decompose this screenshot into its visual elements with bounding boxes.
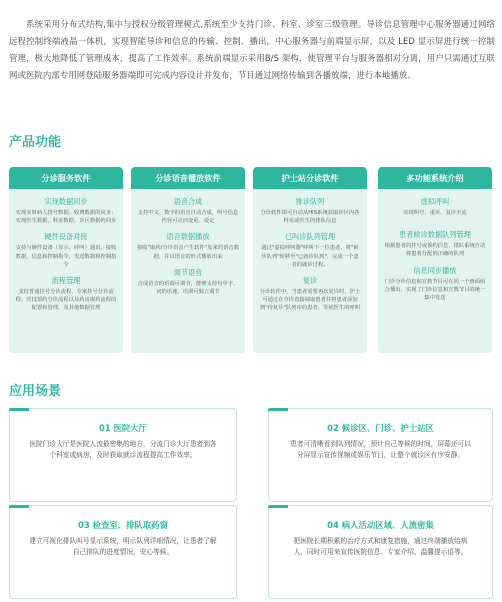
feature-item xyxy=(15,231,117,269)
feature-item-desc: 实现叫号、重诊、复诊全流 xyxy=(403,210,467,216)
feature-item-title: 语音数据播放 xyxy=(166,232,210,242)
feature-item-title: 已叫诊队列管理 xyxy=(284,232,336,242)
feature-item-title: 患者候诊数据队列管理 xyxy=(399,230,471,240)
scene-desc: 建立可视化排队叫号显示系统，明示队列详细情况，让患者了解自己排队的进度情况，安心等候。 xyxy=(29,537,217,557)
feature-item xyxy=(384,196,486,217)
feature-item-desc: 合成语音的语调可调节，能够支持句中字、词的语速、语调可独立调节 xyxy=(137,280,239,296)
module-card-multifunction-system xyxy=(378,167,492,353)
feature-item-desc: 支持普通挂号分诊流程、专家挂号分诊流程、医技预约分诊流程以及药房取药流程的配置和管理，及其他数据管理 xyxy=(15,289,117,312)
card-accent-bar xyxy=(268,505,288,508)
feature-item xyxy=(137,196,239,225)
scene-desc: 患者可清晰看到队列情况，预计自己等候的时间，屏幕还可以分屏显示宣传视频或娱乐节目，让整个就诊区有序安静。 xyxy=(290,440,471,460)
module-title: 多功能系统介绍 xyxy=(378,167,492,189)
intro-paragraph: 系统采用分布式结构,集中与授权分级管理模式,系统至少支持门诊、科室、诊室三级管理。导诊信息管理中心服务器通过网络远程控制终端液晶一体机，实现智能导诊和信息的传输、控制、播出。中心服务器与前端显示屏，以及 LED 显示屏进行统一控制管理，极大地降低了管理成本，提高了工作效率。系统前端显示采用B/S 架构，使管理平台与服务器相对分离，用户只需通过互联网或医院内部专用网登陆服务器端即可完成内容设计并发布，节目通过网络传输到各播放端，进行本地播放。 xyxy=(9,19,495,81)
scene-title: 03 检查室、排队取药窗 xyxy=(78,520,168,530)
card-accent-bar xyxy=(9,505,29,508)
feature-item xyxy=(137,231,239,260)
scene-card-exam-room xyxy=(9,505,237,599)
feature-item xyxy=(15,275,117,313)
feature-item-desc: 支持中文、数字的语音自动合成，叫号信息内容可灵活变更、设定 xyxy=(137,210,239,225)
scene-card-waiting-area xyxy=(268,408,493,502)
feature-item-title: 硬件设备对接 xyxy=(44,232,88,242)
scene-card-hospital-lobby xyxy=(9,408,237,502)
feature-item-desc: 根据患者的挂号或预约信息，排队系统自动将患者分配到正确的队列 xyxy=(384,243,486,258)
scenes-section-title: 应用场景 xyxy=(9,384,62,399)
feature-item xyxy=(384,265,486,303)
card-accent-bar xyxy=(9,408,29,411)
feature-item-desc: 分诊软件即可自动从HIS系统获取诊区内各科室或医生的排队信息 xyxy=(260,210,360,225)
module-title: 分诊语音播放软件 xyxy=(131,167,245,189)
module-card-voice-software xyxy=(131,167,245,353)
feature-item-desc: 接收"取药/分诊语音产生软件"发来的语音数据，并以语音的形式播放出来 xyxy=(137,245,240,260)
feature-item xyxy=(259,196,361,225)
module-title: 分诊服务软件 xyxy=(9,167,123,189)
feature-item-title: 实现数据同步 xyxy=(44,197,88,206)
feature-item-desc: 支持与硬件设备（显示、呼叫）通讯，接收数据、信息和控制指令，发送数据和控制指令 xyxy=(15,245,117,268)
feature-item-title: 语音合成 xyxy=(173,197,203,206)
scene-desc: 把医院长期积累的治疗方式和康复措施，通过终端播放给病人，同时可用来宣传医院信息、专家介绍、温馨提示语等。 xyxy=(293,537,468,557)
feature-item-desc: 分诊软件中，当患者需要再次复诊时，护士可通过在分诊直接调取患者并将患者添加到"待复诊"队列中的患者，等候医生的呼叫 xyxy=(259,289,361,312)
module-card-triage-software xyxy=(9,167,123,353)
scene-title: 02 候诊区、门诊、护士站区 xyxy=(327,423,434,433)
feature-item-title: 排诊队列 xyxy=(295,197,325,206)
feature-item-title: 复诊 xyxy=(302,276,318,286)
module-card-nurse-station-software xyxy=(253,167,367,353)
module-title: 护士站分诊软件 xyxy=(253,167,367,189)
feature-item xyxy=(384,229,486,258)
scene-title: 04 病人活动区域、人流密集 xyxy=(327,520,434,530)
feature-item xyxy=(259,275,361,313)
feature-item xyxy=(137,267,239,296)
scene-desc: 医院门诊大厅是医院人流最密集的地方，分流门诊大厅患者到各个科室或病房，及时获取就诊流程提高工作效率。 xyxy=(29,440,217,460)
feature-item-desc: 门诊分诊信息和宣教节目可在同一个画面组合播出，实现了门诊信息和宣教节目的统一集中发送 xyxy=(384,278,486,302)
feature-item-desc: 实现实时病人排号数据、收费数据的同步；实现医生数据、科室数据、诊区数据的同步 xyxy=(15,210,117,225)
feature-item-title: 信息同步播放 xyxy=(413,265,457,275)
feature-item-desc: 通过"虚拟呼叫器"呼叫下一位患者，将"候诊队列"转移至"已就诊队列"，完成一个患者的就诊过程。 xyxy=(261,245,359,268)
scene-title: 01 医院大厅 xyxy=(98,423,148,433)
card-accent-bar xyxy=(268,408,288,411)
feature-item-title: 流程管理 xyxy=(51,276,81,286)
features-section-title: 产品功能 xyxy=(9,135,62,150)
feature-item-title: 虚拟呼叫 xyxy=(420,197,450,206)
feature-item-title: 调节语音 xyxy=(173,267,203,277)
scene-card-patient-area xyxy=(268,505,493,599)
feature-item xyxy=(15,196,117,225)
feature-item xyxy=(259,231,361,269)
